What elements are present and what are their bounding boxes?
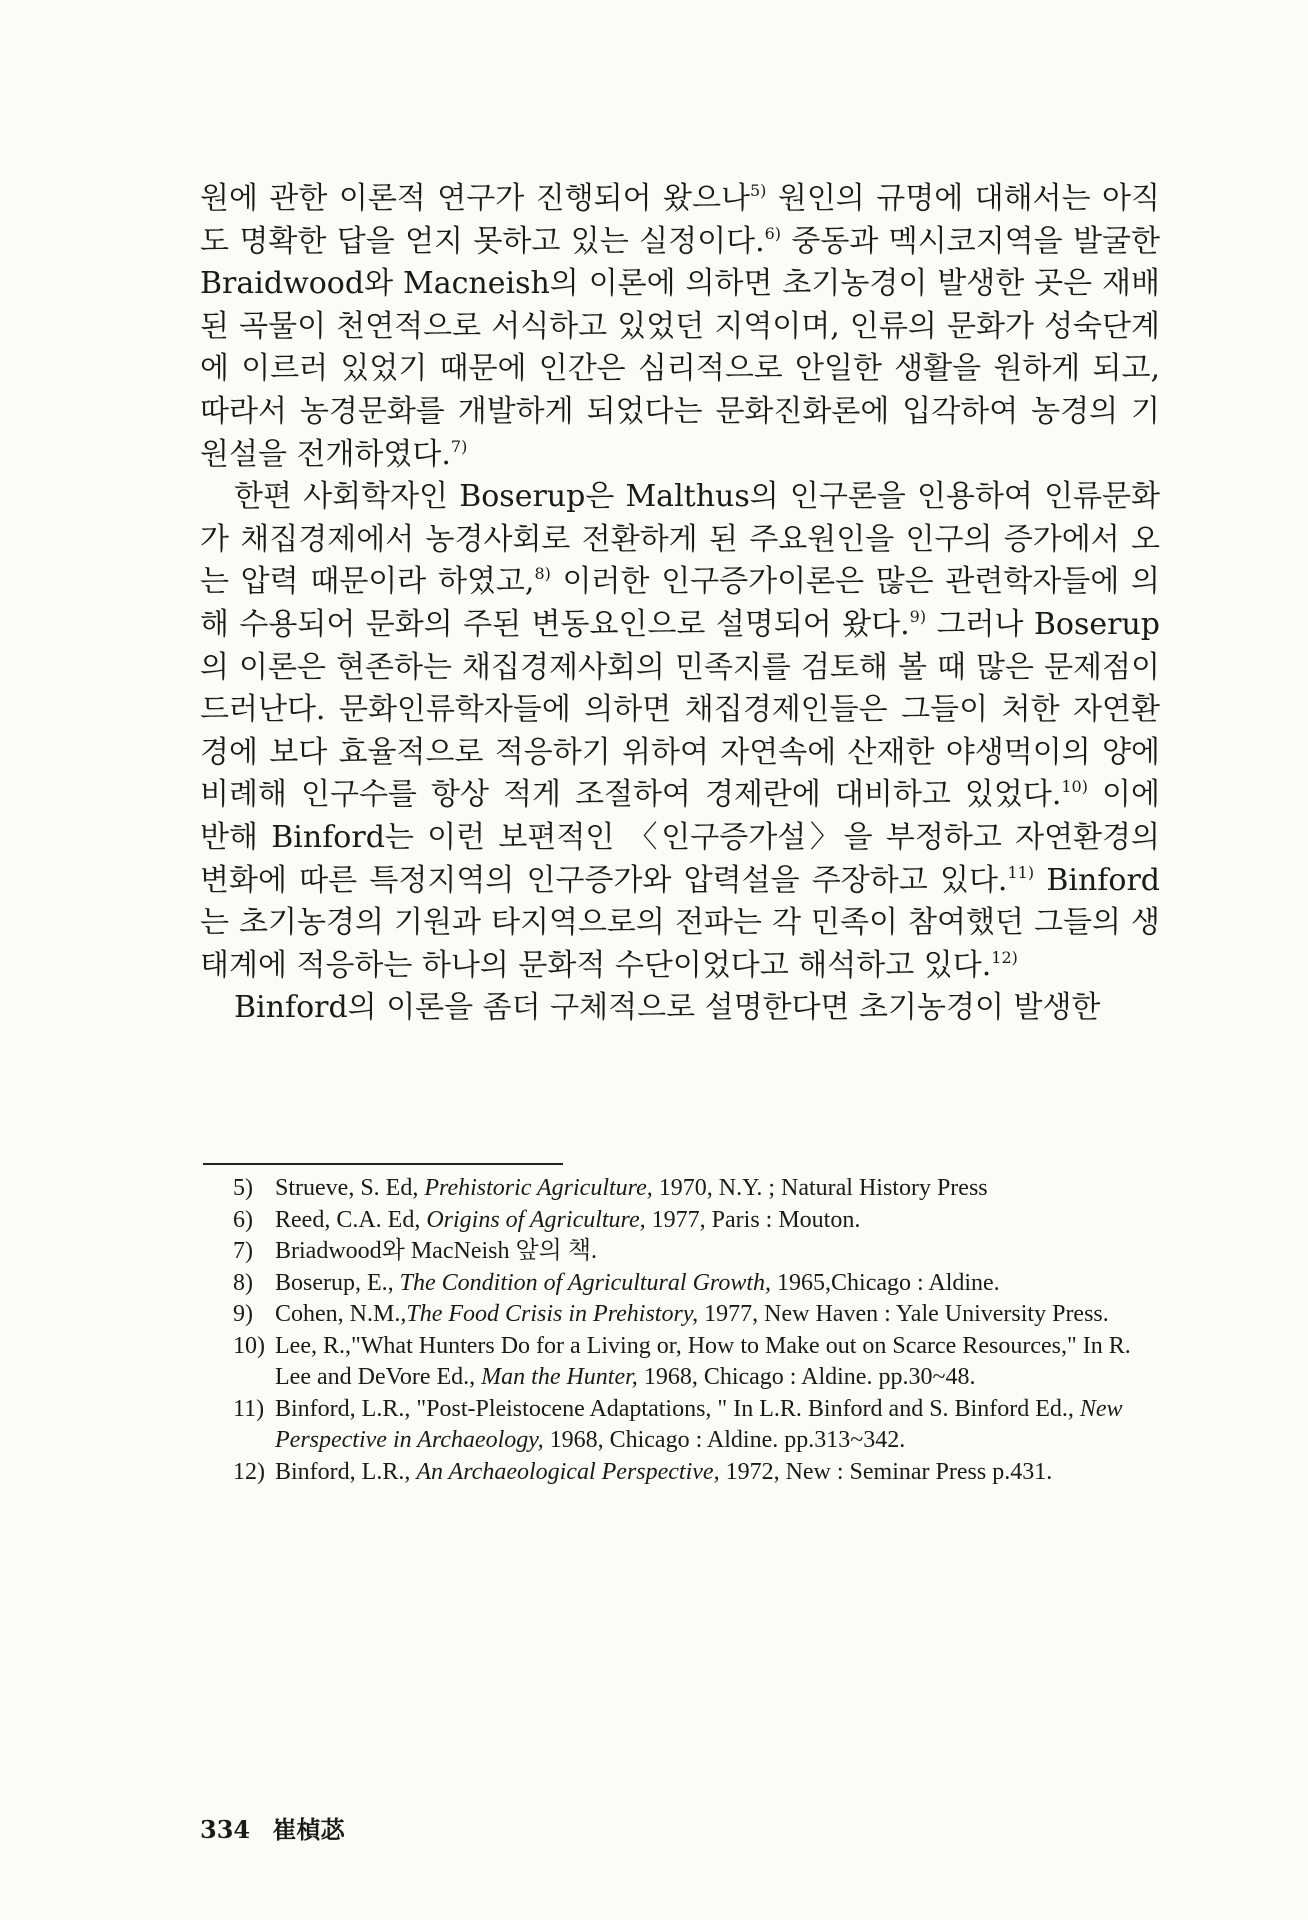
paragraph-text: 원인의 규명에 대해서는 아직도 명확한 답을 얻지 못하고 있는 실정이다. [200,181,1160,259]
citation-text: 1970, N.Y. ; Natural History Press [652,1175,988,1201]
footnote-text [275,1457,1165,1489]
paragraph-text: 이러한 인구증가이론은 많은 관련학자들에 의해 수용되어 문화의 주된 변동요인으로 설명되어 왔다. [200,564,1160,642]
paragraph [200,987,1160,1030]
body-text [200,178,1160,1030]
citation-text: Binford, L.R., "Post-Pleistocene Adaptations, " In L.R. Binford and S. Binford Ed., [275,1395,1080,1422]
footnote [233,1173,1165,1205]
footnote-ref: 12) [991,947,1018,967]
footnote-number: 11) [233,1395,265,1422]
paragraph-text: 원에 관한 이론적 연구가 진행되어 왔으나 [200,181,750,216]
page-footer [200,1810,358,1845]
citation-text: 1977, New Haven : Yale University Press. [698,1301,1109,1327]
footnote-text [275,1268,1165,1300]
citation-text: 1968, Chicago : Aldine. pp.313~342. [543,1427,906,1453]
citation-title: Origins of Agriculture, [426,1206,646,1233]
footnote [233,1236,1165,1268]
footnote-text [275,1299,1165,1331]
footnote [233,1331,1165,1394]
citation-text: Binford, L.R., [275,1458,417,1485]
footnote [233,1268,1165,1300]
footnotes [233,1173,1165,1488]
paragraph-text: 이에 반해 Binford는 이런 보편적인 〈인구증가설〉을 부정하고 자연환경의 변화에 따른 특정지역의 인구증가와 압력설을 주장하고 있다. [200,777,1160,898]
footnote [233,1457,1165,1489]
footnote-ref: 9) [909,606,927,626]
footnote [233,1299,1165,1331]
page-number: 334 [200,1815,251,1844]
footnote-text [275,1331,1165,1394]
paragraph [200,476,1160,987]
footnote [233,1205,1165,1237]
footnote-text [275,1236,1165,1268]
paragraph [200,178,1160,476]
citation-text: Lee, R.,"What Hunters Do for a Living or, How to Make out on Scarce Resources," In R. Lee and DeVore Ed., [275,1332,1131,1390]
citation-text: 1972, New : Seminar Press p.431. [719,1458,1053,1485]
paragraph-text: 그러나 Boserup의 이론은 현존하는 채집경제사회의 민족지를 검토해 볼 때 많은 문제점이 드러난다. 문화인류학자들에 의하면 채집경제인들은 그들이 처한 자연환경에 보다 효율적으로 적응하기 위하여 자연속에 산재한 야생먹이의 양에 비례해 인구수를 항상 적게 조절하여 경제란에 대비하고 있었다. [200,606,1160,813]
footnote-number: 8) [233,1269,253,1296]
footnote-text [275,1173,1165,1205]
footnote-divider [203,1163,563,1165]
footnote [233,1394,1165,1457]
citation-text: 1968, Chicago : Aldine. pp.30~48. [637,1364,976,1390]
paragraph-text: 중동과 멕시코지역을 발굴한 Braidwood와 Macneish의 이론에 의하면 초기농경이 발생한 곳은 재배된 곡물이 천연적으로 서식하고 있었던 지역이며, 인류의 문화가 성숙단계에 이르러 있었기 때문에 인간은 심리적으로 안일한 생활을 원하게 되고, 따라서 농경문화를 개발하게 되었다는 문화진화론에 입각하여 농경의 기원설을 전개하였다. [200,223,1160,472]
citation-title: New Perspective in Archaeology, [275,1395,1123,1453]
citation-text: 1965,Chicago : Aldine. [771,1269,1000,1296]
citation-title: Man the Hunter, [481,1364,638,1390]
footnote-number: 12) [233,1458,265,1485]
author-name: 崔楨苾 [272,1815,345,1844]
footnote-number: 6) [233,1206,253,1233]
footnote-ref: 7) [450,436,468,456]
footnote-number: 9) [233,1301,253,1327]
citation-text: Cohen, N.M., [275,1301,407,1327]
citation-text: 1977, Paris : Mouton. [645,1206,861,1233]
footnote-number: 7) [233,1238,253,1264]
citation-title: The Food Crisis in Prehistory, [406,1301,699,1327]
footnote-number: 5) [233,1175,253,1201]
citation-text: Briadwood와 MacNeish 앞의 책. [275,1238,598,1264]
footnote-number: 10) [233,1332,265,1359]
footnote-text [275,1394,1165,1457]
paragraph-text: 한편 사회학자인 Boserup은 Malthus의 인구론을 인용하여 인류문화가 채집경제에서 농경사회로 전환하게 된 주요원인을 인구의 증가에서 오는 압력 때문이라 하였고, [200,479,1160,600]
citation-text: Reed, C.A. Ed, [275,1206,427,1233]
paragraph-text: Binford의 이론을 좀더 구체적으로 설명한다면 초기농경이 발생한 [234,990,1101,1026]
footnote-ref: 6) [764,223,782,243]
citation-title: An Archaeological Perspective, [416,1458,720,1485]
citation-text: Boserup, E., [275,1269,400,1296]
footnote-ref: 11) [1007,862,1035,882]
footnote-ref: 10) [1061,777,1088,797]
footnote-text [275,1205,1165,1237]
citation-title: Prehistoric Agriculture, [424,1175,653,1201]
footnote-ref: 5) [749,181,767,200]
citation-title: The Condition of Agricultural Growth, [399,1269,772,1296]
citation-text: Strueve, S. Ed, [275,1175,425,1201]
footnote-ref: 8) [534,564,551,584]
paragraph-text: Binford는 초기농경의 기원과 타지역으로의 전파는 각 민족이 참여했던 그들의 생태계에 적응하는 하나의 문화적 수단이었다고 해석하고 있다. [200,862,1160,983]
